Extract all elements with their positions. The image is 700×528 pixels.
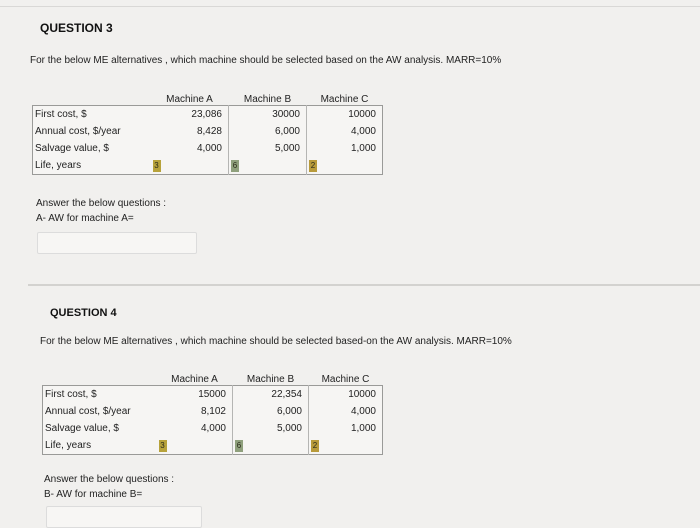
header-machine-c: Machine C	[321, 374, 370, 385]
question-3-prompt: For the below ME alternatives , which machine should be selected based on the AW analysis. MARR=10%	[30, 55, 502, 66]
header-machine-b: Machine B	[243, 94, 292, 105]
cell-value: 1,000	[309, 420, 383, 437]
cell-value: 8,102	[200, 406, 226, 417]
row-label: Annual cost, $/year	[45, 406, 131, 417]
row-label: First cost, $	[35, 109, 87, 120]
question-3-answer-intro: Answer the below questions :	[36, 198, 167, 209]
cell-value: 30000	[229, 106, 307, 124]
cell-value: 10000	[309, 386, 383, 404]
cell-value: 15000	[198, 389, 226, 400]
cell-value: 23,086	[191, 109, 222, 120]
cell-value: 10000	[307, 106, 383, 124]
cell-value: 1,000	[307, 140, 383, 157]
question-4-prompt: For the below ME alternatives , which machine should be selected based-on the AW analysis. MARR=10%	[40, 336, 512, 347]
question-3-answer-question: A- AW for machine A=	[36, 213, 134, 224]
row-label: Life, years	[35, 160, 82, 171]
cell-value: 5,000	[229, 140, 307, 157]
table-row	[33, 123, 383, 140]
table-row	[43, 403, 383, 420]
section-divider	[28, 284, 700, 286]
row-label: Salvage value, $	[35, 143, 109, 154]
question-4-title: QUESTION 4	[50, 307, 117, 319]
cell-value: 6,000	[229, 123, 307, 140]
table-row	[43, 420, 383, 437]
top-divider	[0, 6, 700, 7]
life-value-machine-a: 3	[160, 440, 165, 450]
row-label: First cost, $	[45, 389, 97, 400]
cell-value: 5,000	[233, 420, 309, 437]
cell-value: 6,000	[233, 403, 309, 420]
table-row	[43, 437, 383, 455]
table-row	[33, 140, 383, 157]
life-value-machine-b: 6	[232, 160, 238, 170]
header-machine-c: Machine C	[320, 94, 369, 105]
life-value-machine-b: 6	[236, 440, 242, 450]
question-4-answer-question: B- AW for machine B=	[44, 489, 143, 500]
life-value-machine-c: 2	[310, 160, 316, 170]
question-4-table	[42, 369, 383, 455]
question-3-table	[32, 89, 383, 175]
header-machine-b: Machine B	[246, 374, 295, 385]
cell-value: 8,428	[196, 126, 222, 137]
cell-value: 22,354	[233, 386, 309, 404]
row-label: Annual cost, $/year	[35, 126, 121, 137]
header-machine-a: Machine A	[166, 94, 213, 105]
row-label: Salvage value, $	[45, 423, 119, 434]
row-label: Life, years	[45, 440, 92, 451]
table-row	[43, 386, 383, 404]
life-value-machine-c: 2	[312, 440, 318, 450]
cell-value: 4,000	[309, 403, 383, 420]
question-3-title: QUESTION 3	[40, 21, 113, 35]
cell-value: 4,000	[200, 423, 226, 434]
question-4-answer-intro: Answer the below questions :	[44, 474, 175, 485]
life-value-machine-a: 3	[154, 160, 159, 170]
table-row	[33, 106, 383, 124]
answer-a-input[interactable]	[37, 232, 197, 254]
header-machine-a: Machine A	[171, 374, 218, 385]
cell-value: 4,000	[196, 143, 222, 154]
answer-b-input[interactable]	[46, 506, 202, 528]
table-row	[33, 157, 383, 175]
cell-value: 4,000	[307, 123, 383, 140]
